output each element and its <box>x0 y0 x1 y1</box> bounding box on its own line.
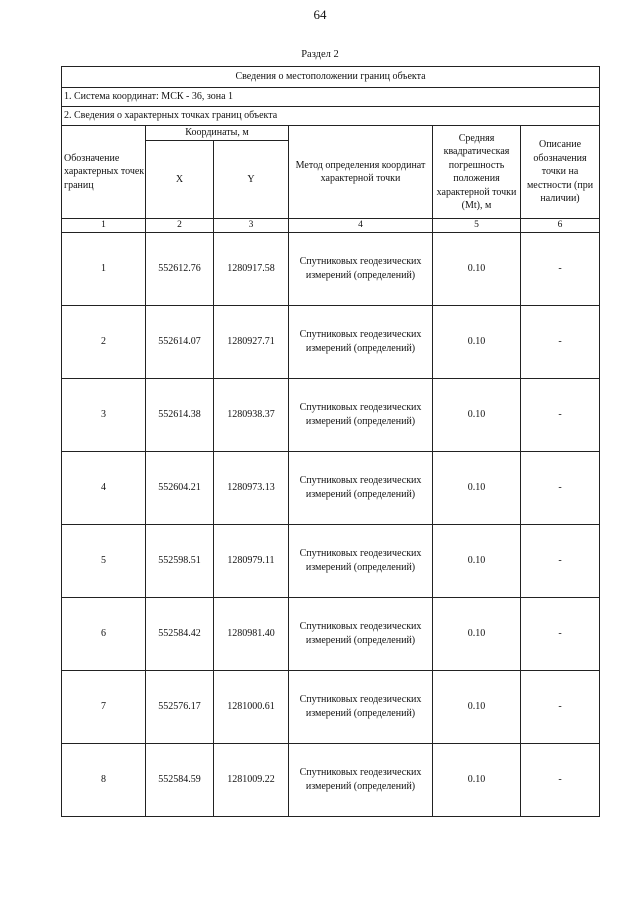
point-number: 7 <box>62 670 146 743</box>
description-cell: - <box>521 524 600 597</box>
description-cell: - <box>521 670 600 743</box>
description-cell: - <box>521 232 600 305</box>
header-designation: Обозначение характерных точек границ <box>62 126 146 219</box>
coord-y: 1280927.71 <box>214 305 289 378</box>
point-number: 1 <box>62 232 146 305</box>
coord-x: 552612.76 <box>146 232 214 305</box>
point-number: 2 <box>62 305 146 378</box>
page-number: 64 <box>313 7 327 22</box>
point-number: 5 <box>62 524 146 597</box>
point-number: 8 <box>62 743 146 816</box>
coord-x: 552584.42 <box>146 597 214 670</box>
description-cell: - <box>521 597 600 670</box>
description-cell: - <box>521 451 600 524</box>
column-numbers-row <box>62 219 600 233</box>
method-cell: Спутниковых геодезических измерений (определений) <box>289 670 433 743</box>
table-row <box>62 232 600 305</box>
point-number: 6 <box>62 597 146 670</box>
header-error: Средняя квадратическая погрешность положения характерной точки (Mt), м <box>433 126 521 219</box>
method-cell: Спутниковых геодезических измерений (определений) <box>289 232 433 305</box>
table-row <box>62 524 600 597</box>
header-x: X <box>146 141 214 219</box>
coord-y: 1281000.61 <box>214 670 289 743</box>
header-coordinates: Координаты, м <box>146 126 289 141</box>
error-cell: 0.10 <box>433 378 521 451</box>
coord-y: 1281009.22 <box>214 743 289 816</box>
header-y: Y <box>214 141 289 219</box>
table-row <box>62 305 600 378</box>
table-row <box>62 670 600 743</box>
point-number: 3 <box>62 378 146 451</box>
error-cell: 0.10 <box>433 597 521 670</box>
column-number: 6 <box>521 219 600 233</box>
coord-x: 552584.59 <box>146 743 214 816</box>
coordinate-system: 1. Система координат: МСК - 36, зона 1 <box>62 88 600 107</box>
table-row <box>62 597 600 670</box>
section-title: Раздел 2 <box>301 49 339 60</box>
boundary-points-table <box>61 66 600 817</box>
method-cell: Спутниковых геодезических измерений (определений) <box>289 451 433 524</box>
coord-y: 1280938.37 <box>214 378 289 451</box>
method-cell: Спутниковых геодезических измерений (определений) <box>289 597 433 670</box>
error-cell: 0.10 <box>433 451 521 524</box>
method-cell: Спутниковых геодезических измерений (определений) <box>289 305 433 378</box>
error-cell: 0.10 <box>433 743 521 816</box>
header-description: Описание обозначения точки на местности (при наличии) <box>521 126 600 219</box>
column-number: 3 <box>214 219 289 233</box>
table-row <box>62 743 600 816</box>
method-cell: Спутниковых геодезических измерений (определений) <box>289 524 433 597</box>
coord-y: 1280981.40 <box>214 597 289 670</box>
column-number: 1 <box>62 219 146 233</box>
column-number: 5 <box>433 219 521 233</box>
table-row <box>62 378 600 451</box>
points-heading: 2. Сведения о характерных точках границ объекта <box>62 107 600 126</box>
coord-x: 552614.38 <box>146 378 214 451</box>
column-number: 2 <box>146 219 214 233</box>
description-cell: - <box>521 378 600 451</box>
error-cell: 0.10 <box>433 305 521 378</box>
table-row <box>62 451 600 524</box>
table-title: Сведения о местоположении границ объекта <box>62 67 600 88</box>
table-body <box>62 232 600 816</box>
header-method: Метод определения координат характерной точки <box>289 126 433 219</box>
coord-x: 552604.21 <box>146 451 214 524</box>
method-cell: Спутниковых геодезических измерений (определений) <box>289 743 433 816</box>
description-cell: - <box>521 743 600 816</box>
method-cell: Спутниковых геодезических измерений (определений) <box>289 378 433 451</box>
column-number: 4 <box>289 219 433 233</box>
coord-y: 1280973.13 <box>214 451 289 524</box>
coord-y: 1280917.58 <box>214 232 289 305</box>
coord-y: 1280979.11 <box>214 524 289 597</box>
description-cell: - <box>521 305 600 378</box>
error-cell: 0.10 <box>433 232 521 305</box>
coord-x: 552576.17 <box>146 670 214 743</box>
coord-x: 552614.07 <box>146 305 214 378</box>
coord-x: 552598.51 <box>146 524 214 597</box>
error-cell: 0.10 <box>433 670 521 743</box>
error-cell: 0.10 <box>433 524 521 597</box>
point-number: 4 <box>62 451 146 524</box>
